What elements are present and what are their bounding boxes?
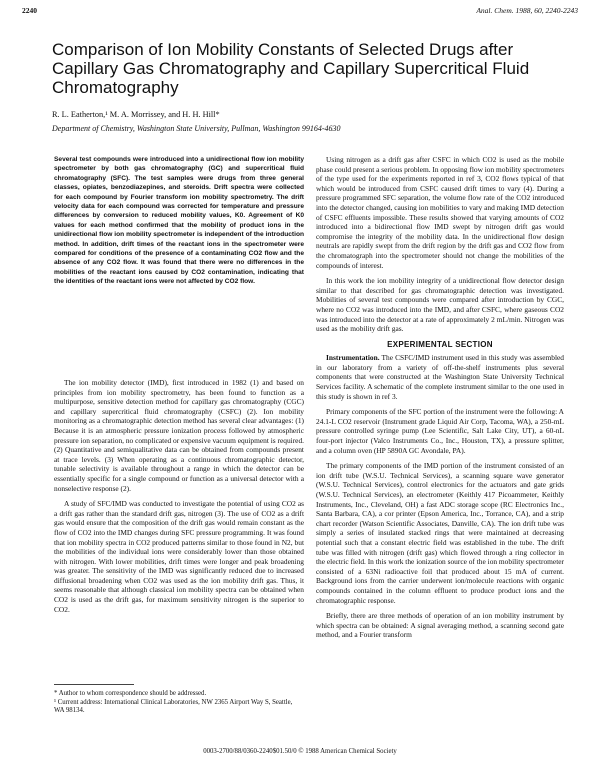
- instrumentation-paragraph: [316, 353, 564, 401]
- article-title: Comparison of Ion Mobility Constants of Selected Drugs after Capillary Gas Chromatography and Capillary Supercritical Fluid Chromatography: [52, 40, 530, 97]
- methods-paragraph: Briefly, there are three methods of operation of an ion mobility instrument by which spectra can be obtained: A signal averaging method, a scanning second gate method, and a Fourier transform: [316, 611, 564, 640]
- copyright-footer: 0003-2700/88/0360-2240$01.50/0 © 1988 American Chemical Society: [203, 748, 397, 755]
- footnote-rule: [54, 684, 134, 685]
- section-heading: EXPERIMENTAL SECTION: [387, 339, 493, 349]
- footnote-correspondence: * Author to whom correspondence should be addressed.: [54, 690, 207, 697]
- imd-components-paragraph: The primary components of the IMD portion of the instrument consisted of an ion drift tube (W.S.U. Technical Services), a scanning square wave generator (W.S.U. Technical Services), control electronics for the actuators and gate grids (W.S.U. Technical Services), an electrometer (Keithly 417 Picoammeter, Keithly Instruments, Inc., Cleveland, OH) a fast ADC storage scope (RC Electronics Inc., Santa Barbara, CA), a cor printer (Epson America, Inc., Torrance, CA), and a strip chart recorder (Watson Scientific Associates, Danville, CA). The ion drift tube was simply a series of insulated stacked rings that were maintained at decreasing potential such that a constant electric field was established in the tube. The drift tube was filled with nitrogen (drift gas) which flowed through a ring collector in the electric field. In this work the ionization source of the ion mobility spectrometer consisted of a 63Ni radioactive foil that produced about 15 mA of current. Background ions from the carrier underwent ion/molecule reactions with organic compounds contained in the column effluent to produce product ions and the chromatographic response.: [316, 461, 564, 605]
- sfc-components-paragraph: Primary components of the SFC portion of the instrument were the following: A 24.1-L CO2 reservoir (Instrument grade Liquid Air Corp, Tacoma, WA), a 250-mL pressure controlled syringe pump (Lee Scientific, Salt Lake City, UT), a 60-nL four-port injector (Valco Instruments Co., Inc., Houston, TX), a pressure splitter, and a column oven (HP 5890A GC Avondale, PA).: [316, 407, 564, 455]
- instrumentation-runin: Instrumentation.: [326, 353, 380, 363]
- page-number: 2240: [22, 6, 37, 15]
- intro-paragraph-3: Using nitrogen as a drift gas after CSFC in which CO2 is used as the mobile phase could present a serious problem. In opposing flow ion mobility spectrometers of the type used for the experiments reported in ref 3, CO2 flows typical of that which would be introduced from CSFC caused drift times to vary (4). During a pressure programmed SFC separation, the volume flow rate of the CO2 introduced into the detector changed, causing ion mobilities to vary and making IMD detection of CSFC effluents impossible. These results showed that varying amounts of CO2 introduced into a bidirectional flow IMD swept by nitrogen drift gas would compromise the integrity of the mobility data. In the unidirectional flow design neutrals are rapidly swept from the drift region by the drift gas and CO2 flow from the chromatograph into the spectrometer should not change the mobilities of the compounds of interest.: [316, 155, 564, 270]
- abstract: Several test compounds were introduced into a unidirectional flow ion mobility spectrometer by both gas chromatography (GC) and supercritical fluid chromatography (SFC). The test samples were drugs from three general classes, opiates, benzodiazepines, and steroids. Drift spectra were collected for each compound by Fourier transform ion mobility spectrometry. The drift velocity data for each compound was corrected for temperature and pressure differences by conversion to reduced mobility values, K0. Agreement of K0 values for each method confirmed that the mobility of product ions in the unidirectional flow ion mobility spectrometer is independent of the introduction method. In addition, drift times of the reactant ions in the spectrometer were compared for conditions of the presence of a contaminating CO2 flow and the absence of any CO2 flow. It was found that there were no differences in the mobilities of the reactant ions caused by CO2 contamination, indicating that the identities of the reactant ions were not affected by CO2 flow.: [54, 156, 304, 286]
- intro-paragraph-1: The ion mobility detector (IMD), first introduced in 1982 (1) and based on principles from ion mobility spectrometry, has been found to function as a multipurpose, sensitive detection method for capillary gas chromatography (CGC) and capillary supercritical fluid chromatography (CSFC) (2). Ion mobility monitoring as a chromatographic detection method has several clear advantages: (1) Because it is an atmospheric pressure ionization process followed by atmospheric pressure ion separation, no complicated or expensive vacuum equipment is required. (2) Quantitative and semiqualitative data can be obtained from compounds present at trace levels. (3) When operating as a continuous chromatographic detector, tunable selectivity is available throughout a range in which the detector can be essentially specific for a single compound or function as a universal detector with a nonselective response (2).: [54, 378, 304, 493]
- column-left: [54, 378, 304, 620]
- footnote-current-address: ¹ Current address: International Clinical Laboratories, NW 2365 Airport Way S, Seattle, WA 98134.: [54, 698, 293, 715]
- column-right: [316, 155, 564, 646]
- intro-paragraph-4: In this work the ion mobility integrity of a unidirectional flow detector design similar to that described for gas chromatographic detection was investigated. Mobilities of several test compounds were compared after introduction by CGC, where no CO2 was introduced into the IMD, and after CSFC, where gaseous CO2 was introduced into the detector at a rate of approximately 2 mL/min. Nitrogen was used as the mobility drift gas.: [316, 276, 564, 334]
- journal-citation: Anal. Chem. 1988, 60, 2240-2243: [476, 6, 578, 15]
- intro-paragraph-2: A study of SFC/IMD was conducted to investigate the potential of using CO2 as a drift gas rather than the standard drift gas, nitrogen (3). The use of CO2 as a drift gas would ensure that the composition of the drift gas would remain constant as the flow of CO2 into the IMD changes during SFC pressure programming. It was found that ion mobility spectra in CO2 produced patterns similar to those found in N2, but the mobilities of the individual ions were considerably lower than those obtained with nitrogen. With lower mobilities, drift times were longer and peak broadening was greater. The sensitivity of the IMD was significantly reduced due to increased diffusional broadening when CO2 was used as the ion mobility drift gas. Thus, it seems reasonable that although classical ion mobility spectra can be obtained when CO2 is used as the drift gas, for maximum sensitivity nitrogen is the superior to CO2.: [54, 499, 304, 614]
- instrumentation-text: The CSFC/IMD instrument used in this study was assembled in our laboratory from a variety of off-the-shelf instruments plus several components that were constructed at the Washington State University Technical Services facility. A schematic of the complete instrument similar to the one used in this study is shown in ref 3.: [316, 353, 564, 401]
- author-list: R. L. Eatherton,¹ M. A. Morrissey, and H. H. Hill*: [52, 110, 220, 119]
- footnotes: [54, 690, 304, 716]
- affiliation: Department of Chemistry, Washington State University, Pullman, Washington 99164-4630: [52, 124, 341, 133]
- running-header: [22, 6, 578, 18]
